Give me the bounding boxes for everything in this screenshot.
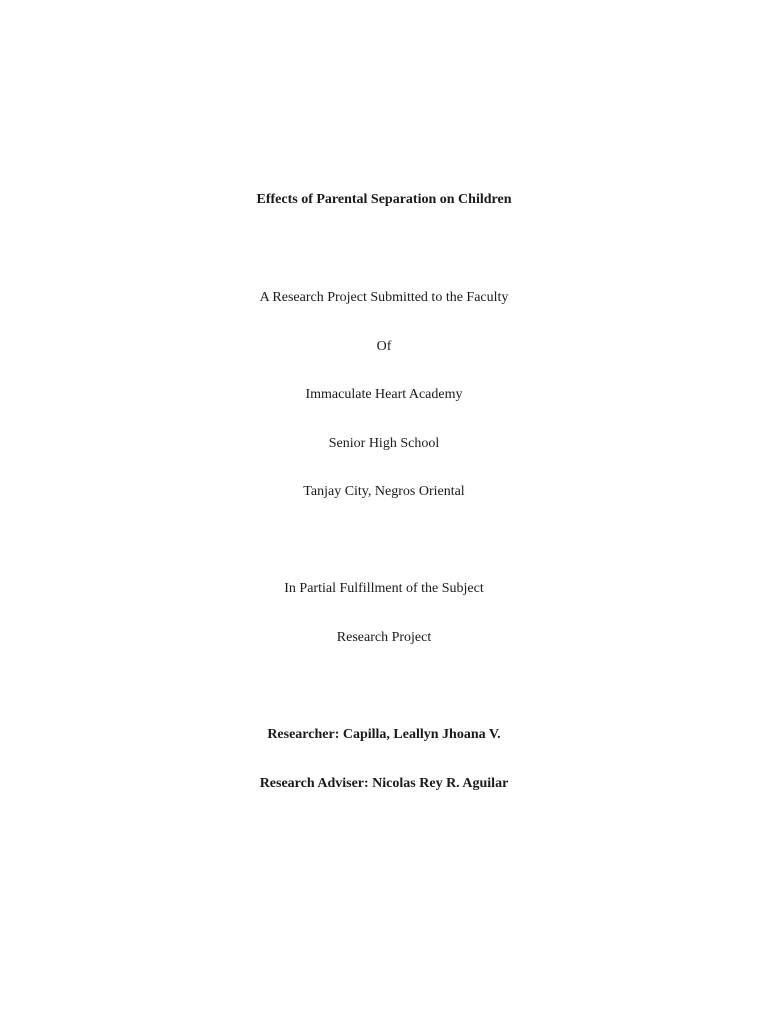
school-name: Immaculate Heart Academy: [305, 387, 463, 402]
submission-statement: A Research Project Submitted to the Faculty: [259, 290, 509, 305]
of-connector: Of: [376, 339, 392, 354]
document-title: Effects of Parental Separation on Children: [256, 192, 512, 207]
fulfillment-statement: In Partial Fulfillment of the Subject: [284, 581, 484, 596]
subject-name: Research Project: [336, 630, 432, 645]
researcher-credit: Researcher: Capilla, Leallyn Jhoana V.: [267, 727, 501, 742]
school-level: Senior High School: [328, 436, 440, 451]
adviser-credit: Research Adviser: Nicolas Rey R. Aguilar: [259, 776, 509, 791]
school-location: Tanjay City, Negros Oriental: [303, 484, 465, 499]
